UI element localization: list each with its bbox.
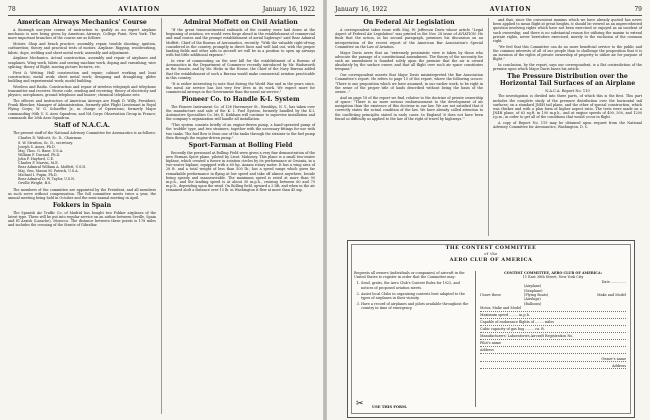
paragraph: "It is rather interesting to note that during the World War and in the years since, the naval air service has lost very few lives in its work. We expect more for commercial airways in the Government than the naval air service."	[166, 81, 315, 95]
list-item: 3. Have a record of airplanes and pilots available throughout the country in time of emergency.	[361, 302, 472, 310]
left-column-2	[166, 18, 315, 194]
list-item: Maj. Gen. Mason M. Patrick, U.S.A.	[18, 169, 79, 174]
form-request-column	[354, 271, 472, 313]
make-model-label: Make and Model	[597, 293, 626, 298]
list-item: Charles F. Marvin, M.E.	[18, 160, 59, 165]
paragraph: Recently the personnel at Bolling Field were given a very fine demonstration of the new Farman Sport plane, piloted by Lieut. Mahoney. This plane is a small two-seater biplane, which created a furore in aviation circles by its performance at Orsonia, in a two-seater biplane, equipped with a 60 hp. Anzani rotary motor. It has a wing area of 28 ft. and a total weight of less than 500 lb.; has a speed range which gives far remarkable performance in flying at low speed and take off almost anywhere, beside being speedy and manoeuvrable. The maximum speed is rated at more than 90 m.p.h., and the landing speed is at about 30 m.p.h., cruising between 60 and 70 m.p.h., depending upon the wind. On Bolling field, upward a 2 lift, and when in the air remained aloft a distance over 15 lb. in Washington it flew at more than 45 mp.	[166, 150, 315, 193]
list-item: Rear Admiral D. W. Taylor, U.S.N.	[18, 177, 75, 182]
paragraph: The present staff of the National Advisory Committee for Aeronautics is as follows:	[13, 130, 156, 135]
left-column-1	[8, 18, 156, 229]
article-heading: Admiral Moffett on Civil Aviation	[183, 19, 298, 26]
right-page	[327, 0, 650, 420]
right-header-rule	[335, 15, 642, 16]
paragraph: The Spanish Air Traffic Co. of Madrid has bought two Fokker airplanes of the latest type. These will be put into regular service on an airline between Seville, Spain and El Araish (Larache), Morocco. The distance between these points is 178 miles and includes the crossing of the Straits of Gibraltar.	[8, 210, 156, 228]
paragraph: A correspondent takes issue with Maj. W. Jefferson Davis whose article "Legal Aspect of Federal Air Legislation" was printed in the Nov. 28 issue of AVIATION. He finds that the action, in his second paragraph, premises his discussion on an interpretation of the recent report of the American Bar Association's Special Committee on the Law of Aviation.	[335, 28, 483, 49]
type-option[interactable]: (Flying Boats)	[524, 293, 549, 298]
paragraph: And on page 18 of the report we find, relative to the doctrine of private ownership of space: "There is no more serious embarrassment to the development of air navigation than the existence of this doctrine in our law. We are not satisfied that it correctly states the actual condition of the law. We have already called attention to the conflicting principles stated in early cases. In England 'it does not have been found so difficulty as applied to the law of the right of travel by highways.'"	[335, 95, 483, 121]
form-field[interactable]: Capable of endurance flights of ........ miles	[480, 320, 626, 325]
type-option[interactable]: (Airplane)	[524, 284, 542, 289]
list-item: 1. Send, gratis, the Aero Club's Contest Rules for 1922, and notices of proposed aviation meets.	[361, 281, 472, 289]
article-heading: Staff of N.A.C.A.	[54, 121, 110, 129]
right-page-header	[335, 4, 642, 14]
form-divider	[475, 271, 476, 407]
list-item: Maj. Thos. G. Bane, U.S.A.	[18, 148, 64, 153]
form-intro: Requests all owners (individuals or companies) of aircraft in the United States to register in order that the Committee may:	[354, 271, 465, 280]
form-field[interactable]: Motor, Make and Model	[480, 306, 626, 311]
left-page-date: January 16, 1922	[262, 5, 315, 13]
paragraph: A copy of Report No. 119 may be obtained upon request from the National Advisory Committee for Aeronautics, Washington, D. C.	[493, 121, 642, 130]
article-heading: American Airways Mechanics' Course	[17, 19, 147, 26]
paragraph: Wireless and Radio. Construction and repair of wireless telegraph and telephone transmitter and receiver. Morse code, sending and receiving; theory of electricity and physics; aerophones, ground telephone and buzzer; chemical telephone sets.	[8, 84, 156, 98]
list-item: Joseph S. Ames, Ph.D.	[18, 144, 56, 149]
right-column-2	[493, 18, 642, 131]
paragraph: "If the great transcontinental railroads of the country were laid down at the beginning of aviation, we would even forge ahead in the establishment of commercial and mail routes and the prompt establishment of aerial highways" said Rear Admiral Moffett, Chief of the Bureau of Aeronautics, recently. "With the valuable right-of-way considered in the country, promptly in direct lines and well laid out, with the proper landing fields and other aids to aircraft we will be in a position to open up airways with but little additional expense."	[166, 28, 315, 58]
list-item: Charles D. Walcott, Sc. D., Chairman.	[18, 136, 83, 141]
left-page-title: AVIATION	[118, 5, 161, 13]
i-have-label: I have these	[480, 293, 501, 298]
scissors-icon: ✂	[356, 399, 364, 409]
list-item: Rear Admiral William A. Moffett, U.S.N.	[18, 165, 87, 170]
form-title-of: of the	[484, 252, 498, 256]
paragraph: Major Davis avers that an "extremely pessimistic view is taken by those who advocate the passage of a constitutional amendment. The theory of the necessity for such an amendment is founded solely upon the premise that the air is owned absolutely by the surface owner, and that all flight over such air space constitutes trespass."	[335, 50, 483, 72]
right-column-1	[335, 18, 483, 123]
form-field[interactable]: Manufacturers' Laboratories Aircraft Registration No.	[480, 334, 626, 339]
paragraph: "This system consists briefly of an engine-driven pump, a hand-operated pump of the 'wobble' type, and two strainers, together with the necessary fittings for use with two tanks. The fuel flow is from one of the tanks through the strainer to the fuel pump then through the engine-driven pump."	[166, 123, 315, 140]
paragraph: and that, since the convenient maxims which we have already quoted has never been applied to mean flight at great heights, it should be viewed as an unprecedented question involving rights which have not been exercised or enjoyed as an incident of such ownership; and there is no substantial reason for utilizing the maxim to extend private rights, never heretofore exercised, merely to the exclusion of the common right.	[493, 18, 642, 44]
form-purposes-list	[354, 281, 472, 310]
report-number: N.A.C.A. Report No. 119	[545, 89, 590, 94]
form-field[interactable]: Maximum speed ........ m.p.h.	[480, 313, 626, 318]
form-date-field[interactable]: Date ..............	[601, 279, 626, 284]
form-address: 11 East 38th Street, New York City	[522, 275, 584, 280]
use-this-form-label: USE THIS FORM.	[372, 405, 408, 409]
contest-committee-form	[347, 240, 635, 418]
paragraph: First & Writing. Hull construction and repair; cabinet working and boat construction; metal work; sheet metal work; designing and draughting; glider building and experimental work; model building.	[8, 70, 156, 84]
aircraft-types-group	[480, 284, 626, 306]
article-heading: Pioneer Co. to Handle K-I. System	[181, 95, 300, 103]
paragraph: The members of the committee are appointed by the President, and all members as such serve without compensation. The full committee meets twice a year, the annual meeting being held in October and the semi-annual meeting in April.	[8, 187, 156, 200]
type-option[interactable]: (Balloons)	[524, 301, 542, 306]
right-page-title: AVIATION	[489, 5, 532, 13]
paragraph: In conclusion, by the report, says our correspondent, is a flat contradiction of the premise upon which Major Davis bases his article.	[493, 63, 642, 72]
right-page-date: January 16, 1922	[335, 5, 388, 13]
list-item: William F. Durand, Ph.D.	[18, 152, 61, 157]
form-fields-column	[480, 271, 626, 371]
aircraft-type-options	[524, 284, 597, 306]
paragraph: A thorough one-year course of instruction to qualify as an expert airplane mechanic is now being given by American Airways, College Point, New York. The more important branches of the course are as follows:	[8, 28, 156, 41]
paragraph: In view of commenting on the new bill for the establishment of a Bureau of Aeronautics in the Department of Commerce recently introduced by Mr. Wadsworth in the Senate, and by Mr. Hicks in the House, the Chief of the Navy Bureau added that the establishment of such a Bureau would make commercial aviation practicable in this country.	[166, 59, 315, 80]
left-page	[0, 0, 323, 420]
paragraph: Airplane Mechanics. Actual construction, assembly and repair of airplanes and seaplanes. Wing work, fabric and sewing machine work, doping and varnishing; wire splicing; theory of flight; moving picture lectures, etc.	[8, 56, 156, 69]
list-item: 2. Assist local Clubs in organizing contests best adapted to the types of airplanes in their vicinity.	[361, 292, 472, 300]
owner-address-field[interactable]: Address	[480, 364, 626, 369]
form-field[interactable]: Cubic capacity of gas bag ........ cu. ft.	[480, 327, 626, 332]
left-page-number: 78	[8, 5, 16, 13]
list-item: Orville Wright, B.S.	[18, 181, 52, 186]
form-address-heading: CONTEST COMMITTEE, AERO CLUB OF AMERICA:	[504, 271, 602, 275]
form-field[interactable]: Address	[480, 348, 626, 353]
owner-name-field[interactable]: Owner's name	[480, 357, 626, 362]
paragraph: "We feel that this Committee can do no more beneficial service to the public and the common interests of all of our people than to challenge the proposition that it is an invasion of the rights of private ownership of property to utilize air for purpose of flight."	[493, 44, 642, 62]
paragraph: The Pioneer Instrument Co. of 136 Havemeyer St., Brooklyn, N. Y., has taken over the manufacture and sale of the K. I. Fuel System, formerly handled by the K.I. Automotive Specialties Co. Mr. E. Kirkham will continue to supervise installation and the company's organization will handle all installation.	[166, 104, 315, 122]
type-option[interactable]: (Seaplane)	[524, 288, 543, 293]
left-header-rule	[8, 15, 315, 16]
article-heading: On Federal Air Legislation	[363, 19, 455, 26]
paragraph: Motors: Shop and bench practice; assembly, repair, trouble shooting; ignition, carburetion; theory and practical tests of motors. Airplane: Rigging, woodworking, fabric, dope, welding and sheet metal work; assembly and adjustment.	[8, 42, 156, 55]
left-page-header	[8, 4, 315, 14]
column-divider	[161, 18, 162, 414]
article-heading: Fokkers in Spain	[52, 201, 112, 209]
article-heading: The Pressure Distribution over the Horizontal Tail Surfaces of an Airplane	[499, 73, 636, 88]
column-divider	[488, 18, 489, 236]
list-item: John F. Hayford, C.E.	[18, 156, 55, 161]
paragraph: The investigation is divided into three parts, of which this is the first. This part includes the complete study of the pressure distribution over the horizontal tail surfaces; on a standard JN4H tail plane, and the other of special construction, which was thicker and with a plan form of higher aspect ratio. The tests were made on a JN4H plane, of 63 sq.ft. in 100 m.p.h., and at engine speeds of 400, 500, and 1200 r.p.m.; in order to get all of the conditions that would occur in flight.	[493, 94, 642, 120]
form-title: THE CONTEST COMMITTEE	[445, 245, 537, 251]
list-item: S. W. Stratton, Sc. D., secretary.	[18, 140, 73, 145]
form-title-club: AERO CLUB OF AMERICA	[449, 257, 533, 263]
staff-list	[8, 136, 156, 185]
type-option[interactable]: (Airships)	[524, 297, 541, 302]
paragraph: The officers and instructors of American Airways are Hugh D. Willy, President; Frank Bleecker, Manager of Administration, formerly pilot Flight Lieutenant in Royal Flying Corps; W. G. Schaeffer Jr., in charge of Operations; formerly Major commanding 90th U. S. Aero Squadron, and Nd Corps Observation Group in France; commands the 26th Aero Squadron.	[8, 99, 156, 120]
right-page-number: 79	[634, 5, 642, 13]
article-heading: Sport-Farman at Bolling Field	[188, 141, 293, 149]
paragraph: Our correspondent asserts that Major Davis misinterpreted the Bar Association Committee's report. He refers to page 15 of the report, where the following occurs: "There is one proposition which we have assumed, in our earlier work, to be right in the sense of the proper title of lands described without being the basis of the owner..."	[335, 73, 483, 95]
list-item: Michael I. Pupin, Ph.D.	[18, 173, 58, 178]
form-field[interactable]: Pilot's name	[480, 341, 626, 346]
